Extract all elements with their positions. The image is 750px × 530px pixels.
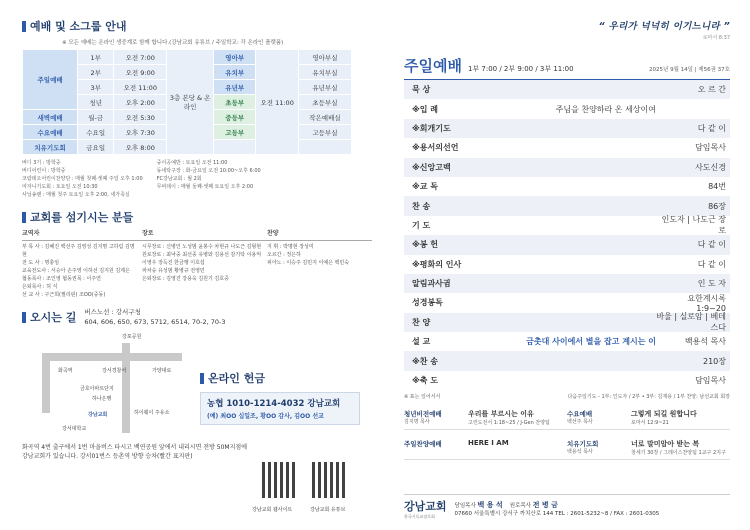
event-wednesday: 수요예배 백선주 목사 그렇게 되길 원합니다 로마서 12:9~21: [567, 406, 730, 430]
servants-praise: 지 휘 : 박명현 장성미 오르간 : 정은하 피아노 : 이승주 김민지 이예은 백민숙: [267, 244, 350, 266]
order-row: ※찬 송 210장: [404, 351, 730, 370]
order-of-worship: [404, 80, 730, 390]
directions-header: 오시는 길 버스노선 : 강서구청 604, 606, 650, 673, 5712, 6514, 70-2, 70-3: [22, 307, 372, 327]
worship-note: ※ 모든 예배는 온라인 생중계로 함께 합니다.(강남교회 유튜브 / 주일학교: 각 온라인 플랫폼): [62, 40, 284, 46]
order-row: 알림과사귐 인 도 자: [404, 274, 730, 293]
qr-label-website: 강남교회 웹사이트: [252, 507, 293, 513]
order-row: ※입 례 주님을 찬양하라 온 세상이여: [412, 104, 656, 114]
event-healing: 치유기도회 백용석 목사 너로 말미암아 받는 복 창세기 30장 / 그레이스찬양팀 1교구 2지구: [567, 436, 730, 460]
website-qr-icon[interactable]: [262, 462, 298, 498]
order-row: ※평화의 인사 다 같 이: [412, 259, 726, 269]
right-panel: [404, 18, 730, 460]
cell-school-time: 오전 11:00: [256, 50, 298, 155]
order-row: ※신앙고백 사도신경: [404, 158, 730, 177]
footer: [404, 494, 730, 520]
event-youth: 청년비전예배 김지명 목사 우리를 부르시는 이유 고린도전서 1:18~25 / J-Gen 찬양팀: [404, 406, 567, 430]
youtube-qr-icon[interactable]: [312, 462, 348, 498]
qr-label-youtube: 강남교회 유튜브: [310, 507, 346, 513]
cell-sanctuary: 3층 본당 & 온라인: [167, 50, 214, 155]
order-row: 설 교 금촛대 사이에서 별을 잡고 계시는 이 백용석 목사: [412, 337, 726, 347]
theme-verse: “ 우리가 넉넉히 이기느니라 ”: [598, 21, 730, 32]
title-bar-icon: [22, 21, 26, 32]
service-header: [404, 55, 730, 80]
order-row: 기 도 인도자 | 나도근 장로: [412, 215, 726, 236]
service-title: 주일예배: [404, 57, 462, 75]
servants-table: 교역자 장로 찬양 부 목 사 : 김혜진 백선주 김영성 김지명 고하림 김명현 전 도 사 : 명충임 교육전도사 : 서승아 손주영 이하선 김지원 김제은 협동목사 : 조인영 협동권목 : 이주연 은퇴목사 : 허 식 선 교 사 : 구근희(필리핀) 조OO(중동) 시무장로 : 신병인 노성범 윤봉수 차현규 나도근 김형현 원로장로 : 최낙중 최선종 유병와 김용선 감기탁 이용억 이영우 장득진 한금행 이호섭 파차숭 유성범 황병규 전영민 은퇴장로 : 김영진 강용욱 김원기 김호중 지 휘 : 박명현 장성미 오르간 : 정은하 피아노 : 이승주 김민지 이예은 백민숙: [22, 230, 372, 299]
service-times: 1부 7:00 / 2부 9:00 / 3부 11:00: [467, 65, 574, 73]
order-row: ※용서의선언 담임목사: [412, 143, 726, 153]
giving-account: 농협 1010-1214-4032 강남교회 (예) 최OO 십일조, 황OO 감사, 김OO 선교: [200, 392, 360, 425]
order-row: 성경봉독 요한계시록 1:9~20: [412, 294, 726, 313]
event-praise: 주일찬양예배 HERE I AM: [404, 436, 567, 460]
online-giving: 온라인 헌금 농협 1010-1214-4032 강남교회 (예) 최OO 십일조, 황OO 감사, 김OO 선교: [200, 370, 360, 425]
group-notes-right: 중이공예반 : 토요일 오전 11:00 동네탁구장 : 화-금요일 오전 10:00~오후 6:00 FC강남교회 : 월 2회 무비데이 : 매월 둘째·셋째 토요일 오후 2:00: [156, 160, 261, 190]
service-date: 2025년 9월 14일 | 제56권 37호: [649, 67, 730, 73]
order-row: ※봉 헌 다 같 이: [404, 235, 730, 254]
group-notes-left: 버디 3기 : 방학중 버디어린이 : 방학중 코람데오어린이찬양단 : 매월 첫째·셋째 주일 오후 1:00 여자니기도회 : 토요일 오전 10:30 사닐송랜 : 매월 첫주 토요일 오후 2:00, 새가족실: [22, 160, 143, 198]
cell-sunday: 주일예배: [23, 50, 78, 110]
title-bar-icon: [22, 312, 26, 323]
schedule-table: 주일예배 1부 오전 7:00 3층 본당 & 온라인 영아부 오전 11:00 영아부실 2부 오전 9:00 유치부 유치부실 3부 오전 11:00 유년부 유년부실 청년 오후 2:00 초등부 초등부실 새벽예배 월-금 오전 5:30 중등부 작은예배실 수요예배 수요일 오후 7:30 고등부 고등부실 치유기도회 금요일 오후 8:00: [22, 49, 352, 155]
order-row: 찬 송 86장: [404, 196, 730, 215]
church-marker: 강남교회: [88, 412, 108, 418]
verse-reference: 로마서 8:37: [702, 35, 730, 41]
worship-section-title: 예배 및 소그룹 안내: [22, 18, 372, 34]
servants-elders: 시무장로 : 신병인 노성범 윤봉수 차현규 나도근 김형현 원로장로 : 최낙중 최선종 유병와 김용선 감기탁 이용억 이영우 장득진 한금행 이호섭 파차숭 유성범 황병규 전영민 은퇴장로 : 김영진 강용욱 김원기 김호중: [142, 244, 262, 282]
order-row: ※축 도 담임목사: [412, 376, 726, 386]
title-bar-icon: [22, 212, 26, 223]
order-footnote: ※ 표는 일어서서 다음주일기도 - 1부: 인도자 / 2부 • 3부: 김재용 / 1부 찬양: 남선교회 회장: [404, 394, 730, 401]
title-bar-icon: [200, 373, 204, 384]
group-notes: [22, 159, 372, 199]
servants-pastors: 부 목 사 : 김혜진 백선주 김영성 김지명 고하림 김명현 전 도 사 : 명충임 교육전도사 : 서승아 손주영 이하선 김지원 김제은 협동목사 : 조인영 협동권목 : 이주연 은퇴목사 : 허 식 선 교 사 : 구근희(필리핀) 조OO(중동): [22, 244, 135, 298]
servants-section-title: 교회를 섬기시는 분들: [22, 209, 372, 225]
order-row: 묵 상 오 르 간: [404, 80, 730, 99]
church-logo: 강남교회 한국기독교장로회: [404, 500, 447, 519]
order-row: ※회개기도 다 같 이: [404, 119, 730, 138]
order-row: ※교 독 84번: [412, 182, 726, 192]
weekly-events: [404, 406, 730, 460]
footer-info: 담임목사 백 용 석 원로목사 전 병 금 07660 서울특별시 강서구 까치산로 144 TEL : 2601-5232~8 / FAX : 2601-0305: [454, 500, 660, 517]
order-row: 찬 양 바울 | 실로암 | 베데스다: [404, 313, 730, 332]
directions-text: 화곡역 4번 출구에서 1번 마을버스 타시고 백연공원 앞에서 내리시면 전방 50M지점에 강남교회가 있습니다. 강서01번스 등촌역 방향 승차(빨간 표지판): [22, 444, 247, 460]
bus-info: 버스노선 : 강서구청 604, 606, 650, 673, 5712, 6514, 70-2, 70-3: [84, 308, 226, 326]
location-map: 강포공원 화곡역 강서경찰서 가양대로 금호아파트단지 하나은행 강남교회 하이웨이 주유소 강서대학교: [22, 333, 202, 433]
